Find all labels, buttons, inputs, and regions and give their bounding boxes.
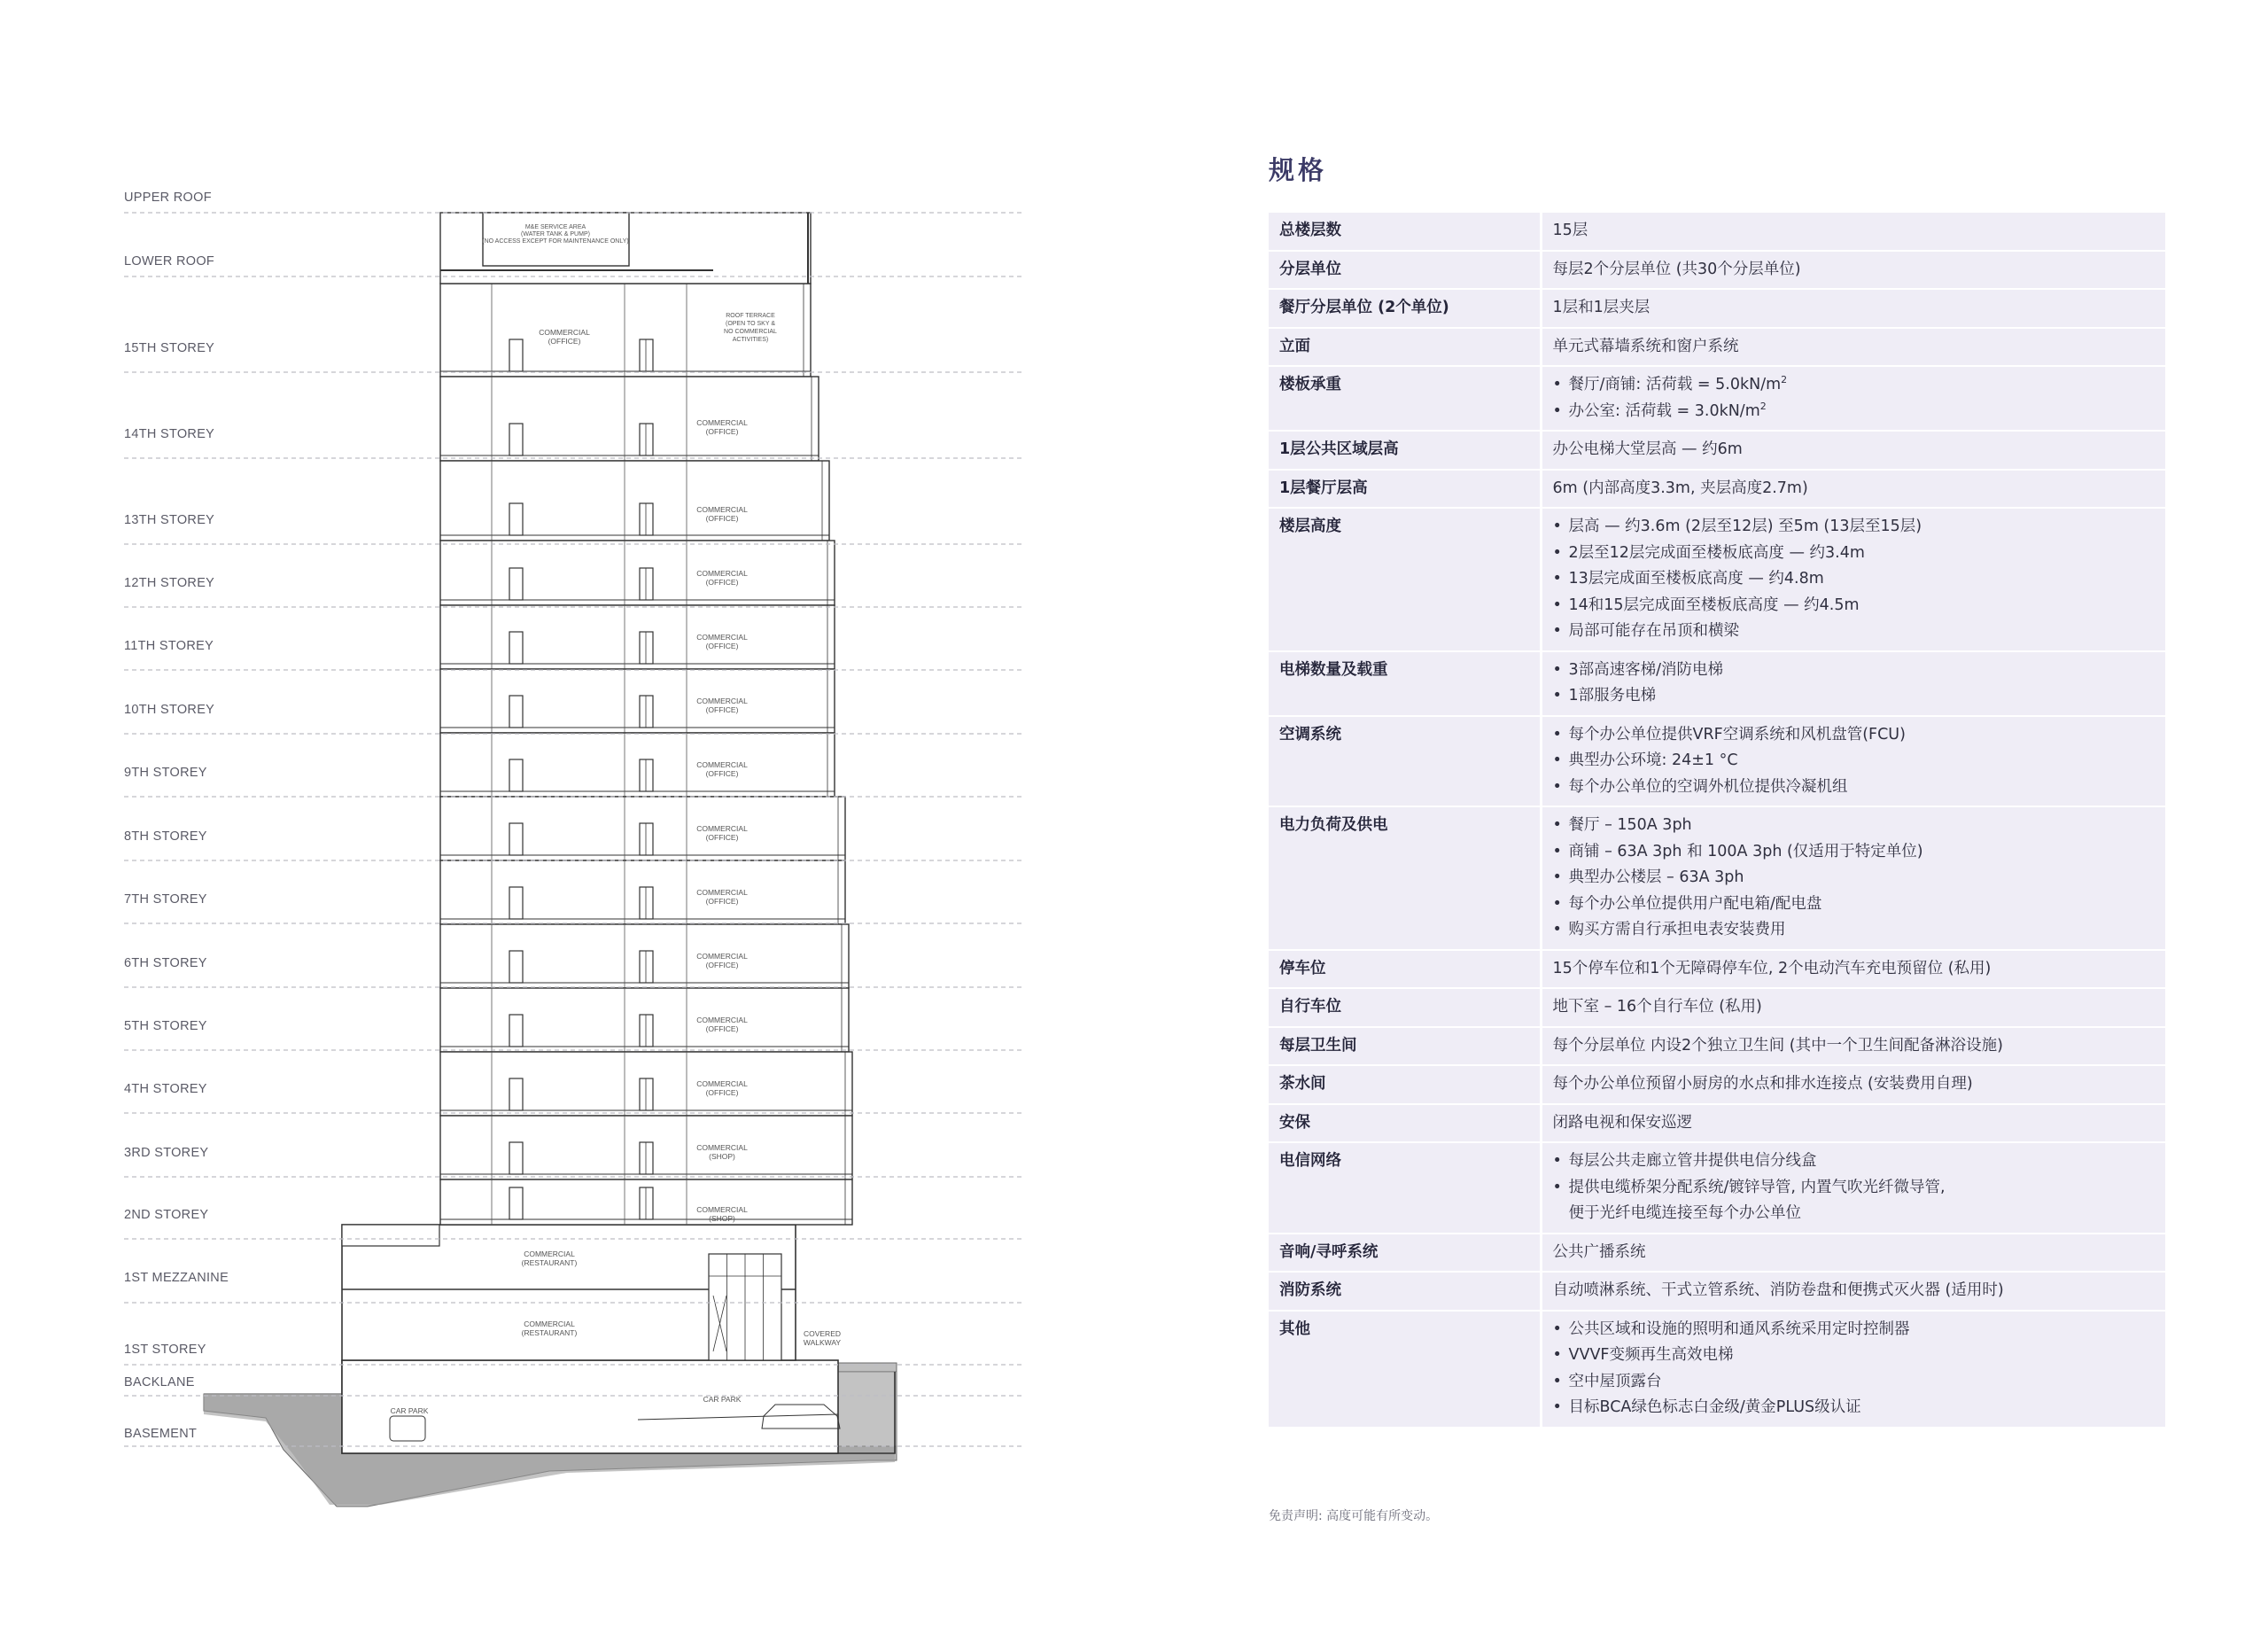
spec-label: 其他 [1269,1311,1541,1428]
spec-label: 音响/寻呼系统 [1269,1234,1541,1273]
room-label-commercial: COMMERCIAL [696,418,748,427]
spec-bullet: • 目标BCA绿色标志白金级/黄金PLUS级认证 [1553,1395,2157,1421]
door [509,1142,523,1174]
door [640,823,653,855]
room-label-commercial: COMMERCIAL [539,328,590,337]
spec-row [1269,1311,2165,1428]
spec-bullet: • 购买方需自行承担电表安装费用 [1553,917,2157,944]
spec-bullet: • 层高 — 约3.6m (2层至12层) 至5m (13层至15层) [1553,514,2157,541]
spec-value [1541,1142,2165,1234]
spec-value-line: 每层2个分层单位 (共30个分层单位) [1552,260,1801,278]
spec-value [1541,1065,2165,1104]
spec-row [1269,1027,2165,1066]
level-label-s13: 13TH STOREY [124,513,215,527]
ground-right [833,1372,897,1453]
room-label-commercial: COMMERCIAL [696,633,748,642]
spec-value [1541,366,2165,431]
spec-bullet: • 典型办公楼层 – 63A 3ph [1553,865,2157,891]
spec-value-line: 每个办公单位预留小厨房的水点和排水连接点 (安装费用自理) [1552,1075,1973,1093]
spec-value-line: 闭路电视和保安巡逻 [1552,1113,1692,1132]
spec-row [1269,651,2165,716]
tower-floor [440,541,835,605]
spec-row [1269,1104,2165,1143]
spec-row [1269,431,2165,470]
door [509,951,523,983]
spec-value [1541,1272,2165,1311]
level-label-s1: 1ST STOREY [124,1343,206,1357]
spec-value [1541,508,2165,651]
door [509,1015,523,1047]
spec-table [1269,213,2165,1428]
superscript: 2 [1759,400,1767,412]
door [509,823,523,855]
room-label-shop: (SHOP) [709,1214,735,1223]
level-label-s15: 15TH STOREY [124,341,215,355]
level-label-s6: 6TH STOREY [124,956,207,970]
spec-label: 消防系统 [1269,1272,1541,1311]
door [640,1187,653,1219]
door [640,339,653,371]
room-label-commercial: COMMERCIAL [696,1016,748,1024]
room-label-office: (OFFICE) [705,578,739,587]
room-label-office: (OFFICE) [705,514,739,523]
room-label-commercial: COMMERCIAL [696,1143,748,1152]
spec-bullet: • 每个办公单位的空调外机位提供冷凝机组 [1553,775,2157,801]
room-label-commercial: COMMERCIAL [696,1205,748,1214]
spec-row [1269,328,2165,367]
level-label-upper_roof: UPPER ROOF [124,191,212,205]
spec-value [1541,1027,2165,1066]
spec-bullet: • 1部服务电梯 [1553,683,2157,710]
spec-bullet: • 每层公共走廊立管井提供电信分线盒 [1553,1148,2157,1175]
door [509,759,523,791]
door [509,696,523,728]
room-label-office: (OFFICE) [705,642,739,650]
room-label-restaurant: (RESTAURANT) [521,1328,578,1337]
level-label-s11: 11TH STOREY [124,639,214,653]
door [640,1015,653,1047]
spec-value [1541,328,2165,367]
spec-bullet: • 每个办公单位提供VRF空调系统和风机盘管(FCU) [1553,722,2157,749]
spec-row [1269,988,2165,1027]
spec-row [1269,806,2165,950]
door [509,339,523,371]
spec-value [1541,950,2165,989]
spec-row [1269,251,2165,290]
spec-title: 规格 [1269,155,1328,185]
door [640,951,653,983]
door [640,424,653,455]
service-area-label: (WATER TANK & PUMP) [521,231,590,237]
spec-value-line: 自动喷淋系统、干式立管系统、消防卷盘和便携式灭火器 (适用时) [1552,1281,2004,1299]
level-label-s7: 7TH STOREY [124,892,207,907]
room-label-commercial: COMMERCIAL [524,1249,575,1258]
spec-value-line: 每个分层单位 内设2个独立卫生间 (其中一个卫生间配备淋浴设施) [1552,1036,2003,1055]
spec-bullet-continuation: 便于光纤电缆连接至每个办公单位 [1568,1204,1801,1222]
door [509,1078,523,1110]
spec-value [1541,1104,2165,1143]
spec-label: 餐厅分层单位 (2个单位) [1269,289,1541,328]
spec-row [1269,1272,2165,1311]
room-label-commercial: COMMERCIAL [696,697,748,705]
level-label-s5: 5TH STOREY [124,1019,207,1033]
tower-floor [440,605,835,669]
spec-value-line: 6m (内部高度3.3m, 夹层高度2.7m) [1552,479,1808,497]
room-label-commercial: COMMERCIAL [696,760,748,769]
door [640,696,653,728]
spec-label: 电力负荷及供电 [1269,806,1541,950]
spec-bullet: • VVVF变频再生高效电梯 [1553,1343,2157,1369]
spec-value [1541,988,2165,1027]
spec-label: 楼板承重 [1269,366,1541,431]
tower-floor [440,733,835,797]
spec-bullet: • 3部高速客梯/消防电梯 [1553,658,2157,684]
level-label-lower_roof: LOWER ROOF [124,254,215,269]
room-label-commercial: COMMERCIAL [696,505,748,514]
tower-floor [440,377,819,461]
room-label-walkway: WALKWAY [803,1338,842,1347]
door [640,568,653,600]
door [509,568,523,600]
spec-bullet: • 公共区域和设施的照明和通风系统采用定时控制器 [1553,1317,2157,1343]
spec-label: 空调系统 [1269,716,1541,807]
room-label-commercial: COMMERCIAL [696,1079,748,1088]
door [640,503,653,535]
level-label-s4: 4TH STOREY [124,1082,207,1096]
spec-row [1269,1142,2165,1234]
door [509,632,523,664]
spec-bullet: • 提供电缆桥架分配系统/镀锌导管, 内置气吹光纤微导管, [1553,1175,2157,1202]
roof-terrace-label: ACTIVITIES) [732,337,769,343]
spec-value [1541,1234,2165,1273]
spec-row [1269,950,2165,989]
level-label-s10: 10TH STOREY [124,703,215,717]
tower-floor [440,461,829,541]
spec-label: 1层餐厅层高 [1269,470,1541,509]
spec-bullet: • 空中屋顶露台 [1553,1369,2157,1396]
spec-row [1269,470,2165,509]
room-label-commercial: COMMERCIAL [696,952,748,961]
room-label-office: (OFFICE) [705,961,739,969]
spec-value [1541,289,2165,328]
spec-value-line: 单元式幕墙系统和窗户系统 [1552,337,1739,355]
spec-bullet: • 2层至12层完成面至楼板底高度 — 约3.4m [1553,541,2157,567]
service-area-label: M&E SERVICE AREA [524,224,586,230]
spec-row [1269,289,2165,328]
room-label-office: (OFFICE) [705,1024,739,1033]
spec-value [1541,431,2165,470]
level-label-s8: 8TH STOREY [124,829,207,844]
spec-bullet: • 14和15层完成面至楼板底高度 — 约4.5m [1553,593,2157,619]
spec-value [1541,651,2165,716]
spec-row [1269,366,2165,431]
door [640,759,653,791]
spec-value [1541,470,2165,509]
room-label-commercial: COMMERCIAL [696,824,748,833]
spec-row [1269,213,2165,251]
room-label-commercial: COMMERCIAL [696,569,748,578]
spec-label: 1层公共区域层高 [1269,431,1541,470]
spec-label: 每层卫生间 [1269,1027,1541,1066]
spec-label: 立面 [1269,328,1541,367]
spec-bullet: • 餐厅/商铺: 活荷载 = $5.0kN/m^2$ [1553,372,2157,399]
spec-label: 分层单位 [1269,251,1541,290]
spec-value-line: 地下室 – 16个自行车位 (私用) [1552,998,1762,1016]
spec-value-line: 办公电梯大堂层高 — 约6m [1552,440,1743,458]
room-label-office: (OFFICE) [705,1088,739,1097]
spec-label: 电梯数量及载重 [1269,651,1541,716]
spec-row [1269,1234,2165,1273]
podium-canopy [342,1225,439,1246]
door [640,1142,653,1174]
disclaimer: 免责声明: 高度可能有所变动。 [1269,1509,1439,1523]
room-label-office: (OFFICE) [548,337,581,346]
roof-terrace-label: ROOF TERRACE [726,313,775,319]
room-label-commercial: COMMERCIAL [696,888,748,897]
roof-terrace-label: NO COMMERCIAL [724,329,777,335]
tower-floor [440,669,835,733]
level-label-m1: 1ST MEZZANINE [124,1271,229,1285]
room-label-car-park: CAR PARK [390,1406,429,1415]
door [509,424,523,455]
door [509,887,523,919]
roof-terrace-label: (OPEN TO SKY & [725,321,776,327]
door [509,1187,523,1219]
room-label-office: (OFFICE) [705,833,739,842]
spec-value [1541,806,2165,950]
level-label-s2: 2ND STOREY [124,1208,209,1222]
spec-value-line: 公共广播系统 [1552,1242,1646,1261]
spec-value [1541,213,2165,251]
room-label-office: (OFFICE) [705,705,739,714]
spec-bullet: • 13层完成面至楼板底高度 — 约4.8m [1553,566,2157,593]
spec-value-line: 15层 [1552,222,1588,239]
room-label-restaurant: (RESTAURANT) [521,1258,578,1267]
door [640,887,653,919]
room-label-office: (OFFICE) [705,769,739,778]
room-label-covered: COVERED [803,1329,842,1338]
room-label-shop: (SHOP) [709,1152,735,1161]
spec-bullet: • 局部可能存在吊顶和横梁 [1553,619,2157,645]
spec-bullet: • 典型办公环境: 24±1 °C [1553,748,2157,775]
room-label-car-park: CAR PARK [703,1395,742,1404]
spec-value [1541,1311,2165,1428]
level-label-s12: 12TH STOREY [124,576,215,590]
spec-label: 电信网络 [1269,1142,1541,1234]
spec-label: 总楼层数 [1269,213,1541,251]
level-label-s3: 3RD STOREY [124,1146,209,1160]
spec-bullet: • 商铺 – 63A 3ph 和 100A 3ph (仅适用于特定单位) [1553,839,2157,866]
spec-value-line: 15个停车位和1个无障碍停车位, 2个电动汽车充电预留位 (私用) [1552,959,1992,977]
spec-bullet: • 办公室: 活荷载 = $3.0kN/m^2$ [1553,399,2157,425]
room-label-office: (OFFICE) [705,897,739,906]
spec-value-line: 1层和1层夹层 [1552,299,1651,316]
spec-value [1541,716,2165,807]
door [640,1078,653,1110]
superscript: 2 [1781,374,1788,386]
level-label-basement: BASEMENT [124,1427,198,1441]
level-label-s14: 14TH STOREY [124,427,215,441]
spec-label: 楼层高度 [1269,508,1541,651]
spec-label: 安保 [1269,1104,1541,1143]
spec-label: 停车位 [1269,950,1541,989]
door [640,632,653,664]
level-label-s9: 9TH STOREY [124,766,207,780]
spec-bullet: • 每个办公单位提供用户配电箱/配电盘 [1553,891,2157,918]
spec-row [1269,1065,2165,1104]
spec-bullet: • 餐厅 – 150A 3ph [1553,813,2157,839]
spec-label: 自行车位 [1269,988,1541,1027]
service-area-label: (NO ACCESS EXCEPT FOR MAINTENANCE ONLY) [482,238,629,245]
spec-value [1541,251,2165,290]
spec-label: 茶水间 [1269,1065,1541,1104]
room-label-office: (OFFICE) [705,427,739,436]
level-label-backlane: BACKLANE [124,1375,195,1390]
room-label-commercial: COMMERCIAL [524,1320,575,1328]
door [509,503,523,535]
spec-row [1269,716,2165,807]
spec-row [1269,508,2165,651]
